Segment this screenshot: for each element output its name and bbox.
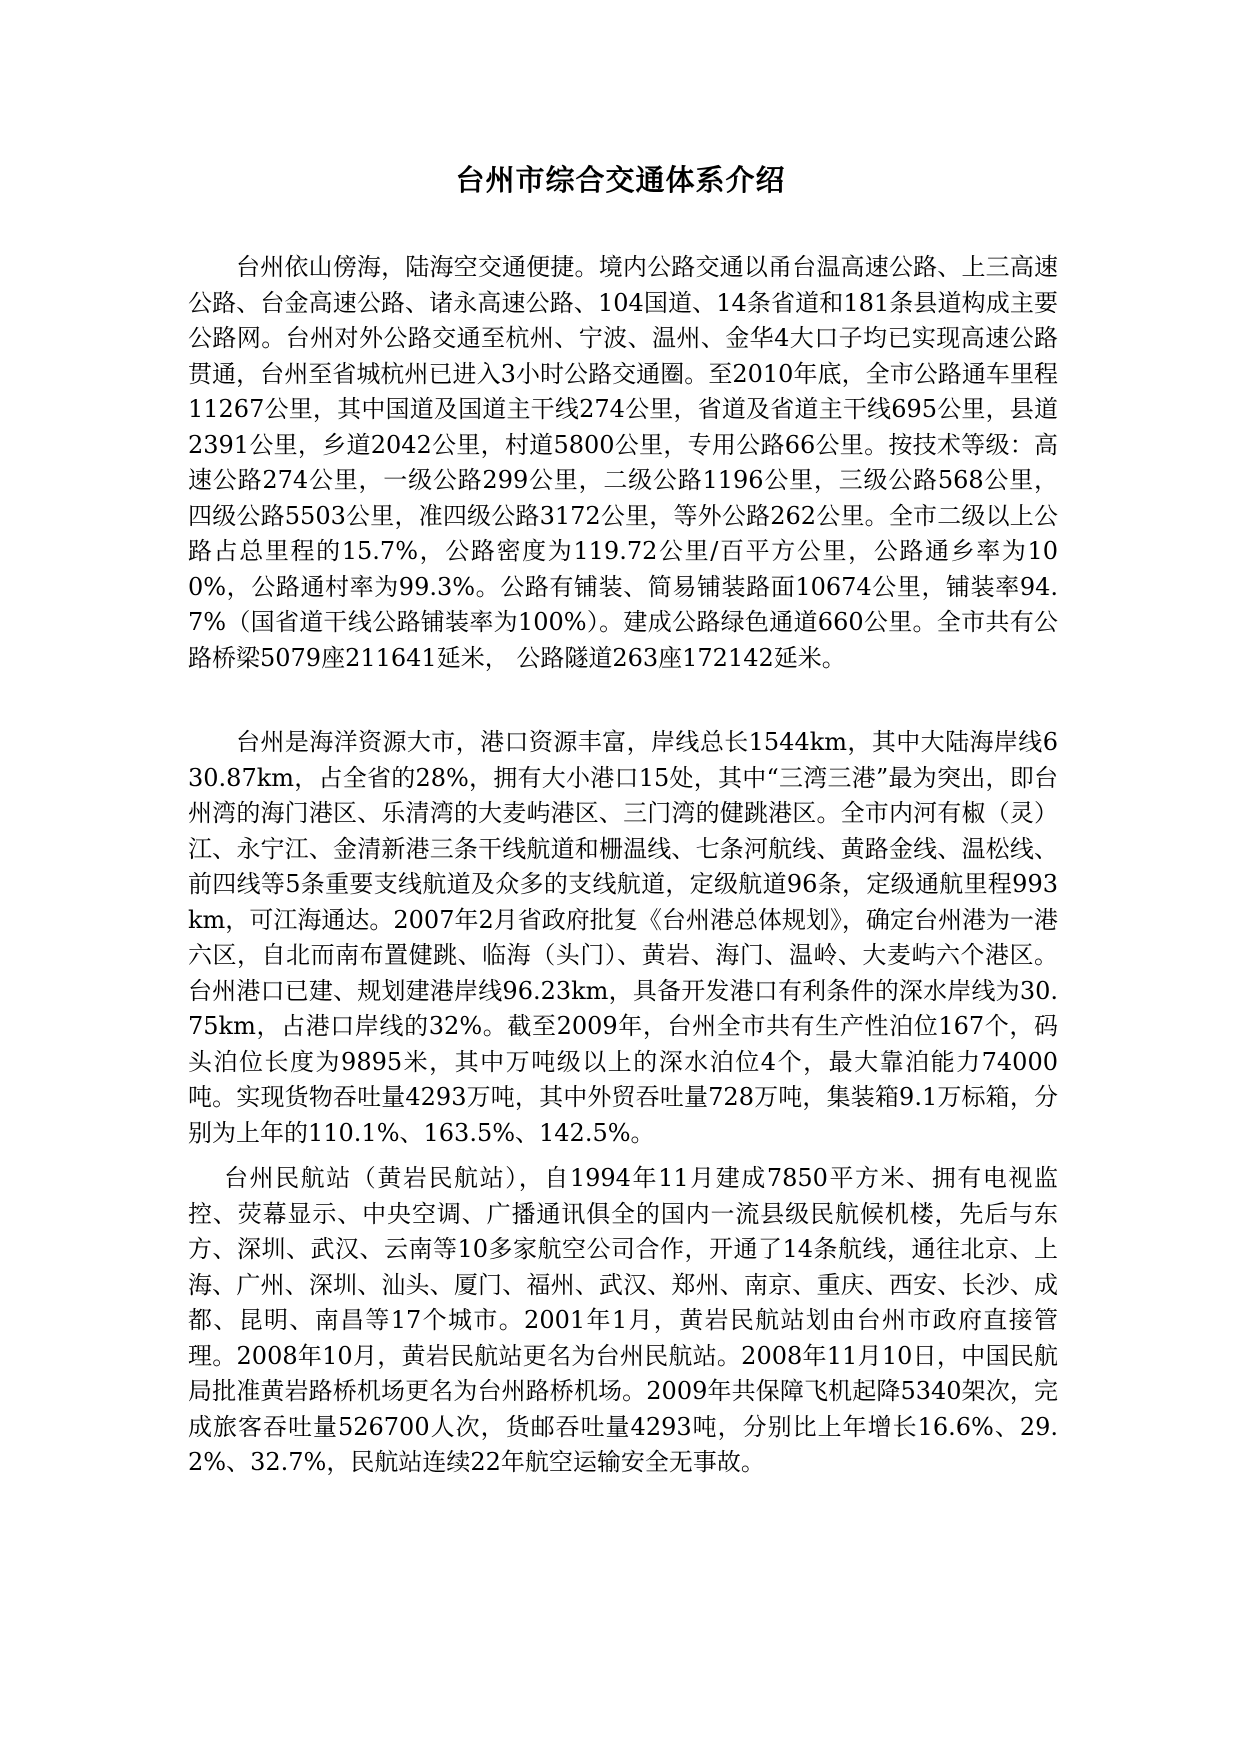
- paragraph-aviation: 台州民航站（黄岩民航站），自1994年11月建成7850平方米、拥有电视监控、荧幕显示、中央空调、广播通讯俱全的国内一流县级民航候机楼，先后与东方、深圳、武汉、云南等10多家航空公司合作，开通了14条航线，通往北京、上海、广州、深圳、汕头、厦门、福州、武汉、郑州、南京、重庆、西安、长沙、成都、昆明、南昌等17个城市。2001年1月，黄岩民航站划由台州市政府直接管理。2008年10月，黄岩民航站更名为台州民航站。2008年11月10日，中国民航局批准黄岩路桥机场更名为台州路桥机场。2009年共保障飞机起降5340架次，完成旅客吞吐量526700人次，货邮吞吐量4293吨，分别比上年增长16.6%、29.2%、32.7%，民航站连续22年航空运输安全无事故。: [188, 1164, 1058, 1476]
- paragraph-port: 台州是海洋资源大市，港口资源丰富，岸线总长1544km，其中大陆海岸线630.87km，占全省的28%，拥有大小港口15处，其中“三湾三港”最为突出，即台州湾的海门港区、乐清湾的大麦屿港区、三门湾的健跳港区。全市内河有椒（灵）江、永宁江、金清新港三条干线航道和栅温线、七条河航线、黄路金线、温松线、前四线等5条重要支线航道及众多的支线航道，定级航道96条，定级通航里程993km，可江海通达。2007年2月省政府批复《台州港总体规划》，确定台州港为一港六区，自北而南布置健跳、临海（头门）、黄岩、海门、温岭、大麦屿六个港区。台州港口已建、规划建港岸线96.23km，具备开发港口有利条件的深水岸线为30.75km，占港口岸线的32%。截至2009年，台州全市共有生产性泊位167个，码头泊位长度为9895米，其中万吨级以上的深水泊位4个，最大靠泊能力74000吨。实现货物吞吐量4293万吨，其中外贸吞吐量728万吨，集装箱9.1万标箱，分别为上年的110.1%、163.5%、142.5%。: [188, 728, 1058, 1147]
- document-title: 台州市综合交通体系介绍: [455, 163, 786, 197]
- paragraph-highway: 台州依山傍海，陆海空交通便捷。境内公路交通以甬台温高速公路、上三高速公路、台金高速公路、诸永高速公路、104国道、14条省道和181条县道构成主要公路网。台州对外公路交通至杭州、宁波、温州、金华4大口子均已实现高速公路贯通，台州至省城杭州已进入3小时公路交通圈。至2010年底，全市公路通车里程11267公里，其中国道及国道主干线274公里，省道及省道主干线695公里，县道2391公里，乡道2042公里，村道5800公里，专用公路66公里。按技术等级：高速公路274公里，一级公路299公里，二级公路1196公里，三级公路568公里，四级公路5503公里，准四级公路3172公里，等外公路262公里。全市二级以上公路占总里程的15.7%，公路密度为119.72公里/百平方公里，公路通乡率为100%，公路通村率为99.3%。公路有铺装、简易铺装路面10674公里，铺装率94.7%（国省道干线公路铺装率为100%）。建成公路绿色通道660公里。全市共有公路桥梁5079座211641延米， 公路隧道263座172142延米。: [188, 253, 1058, 672]
